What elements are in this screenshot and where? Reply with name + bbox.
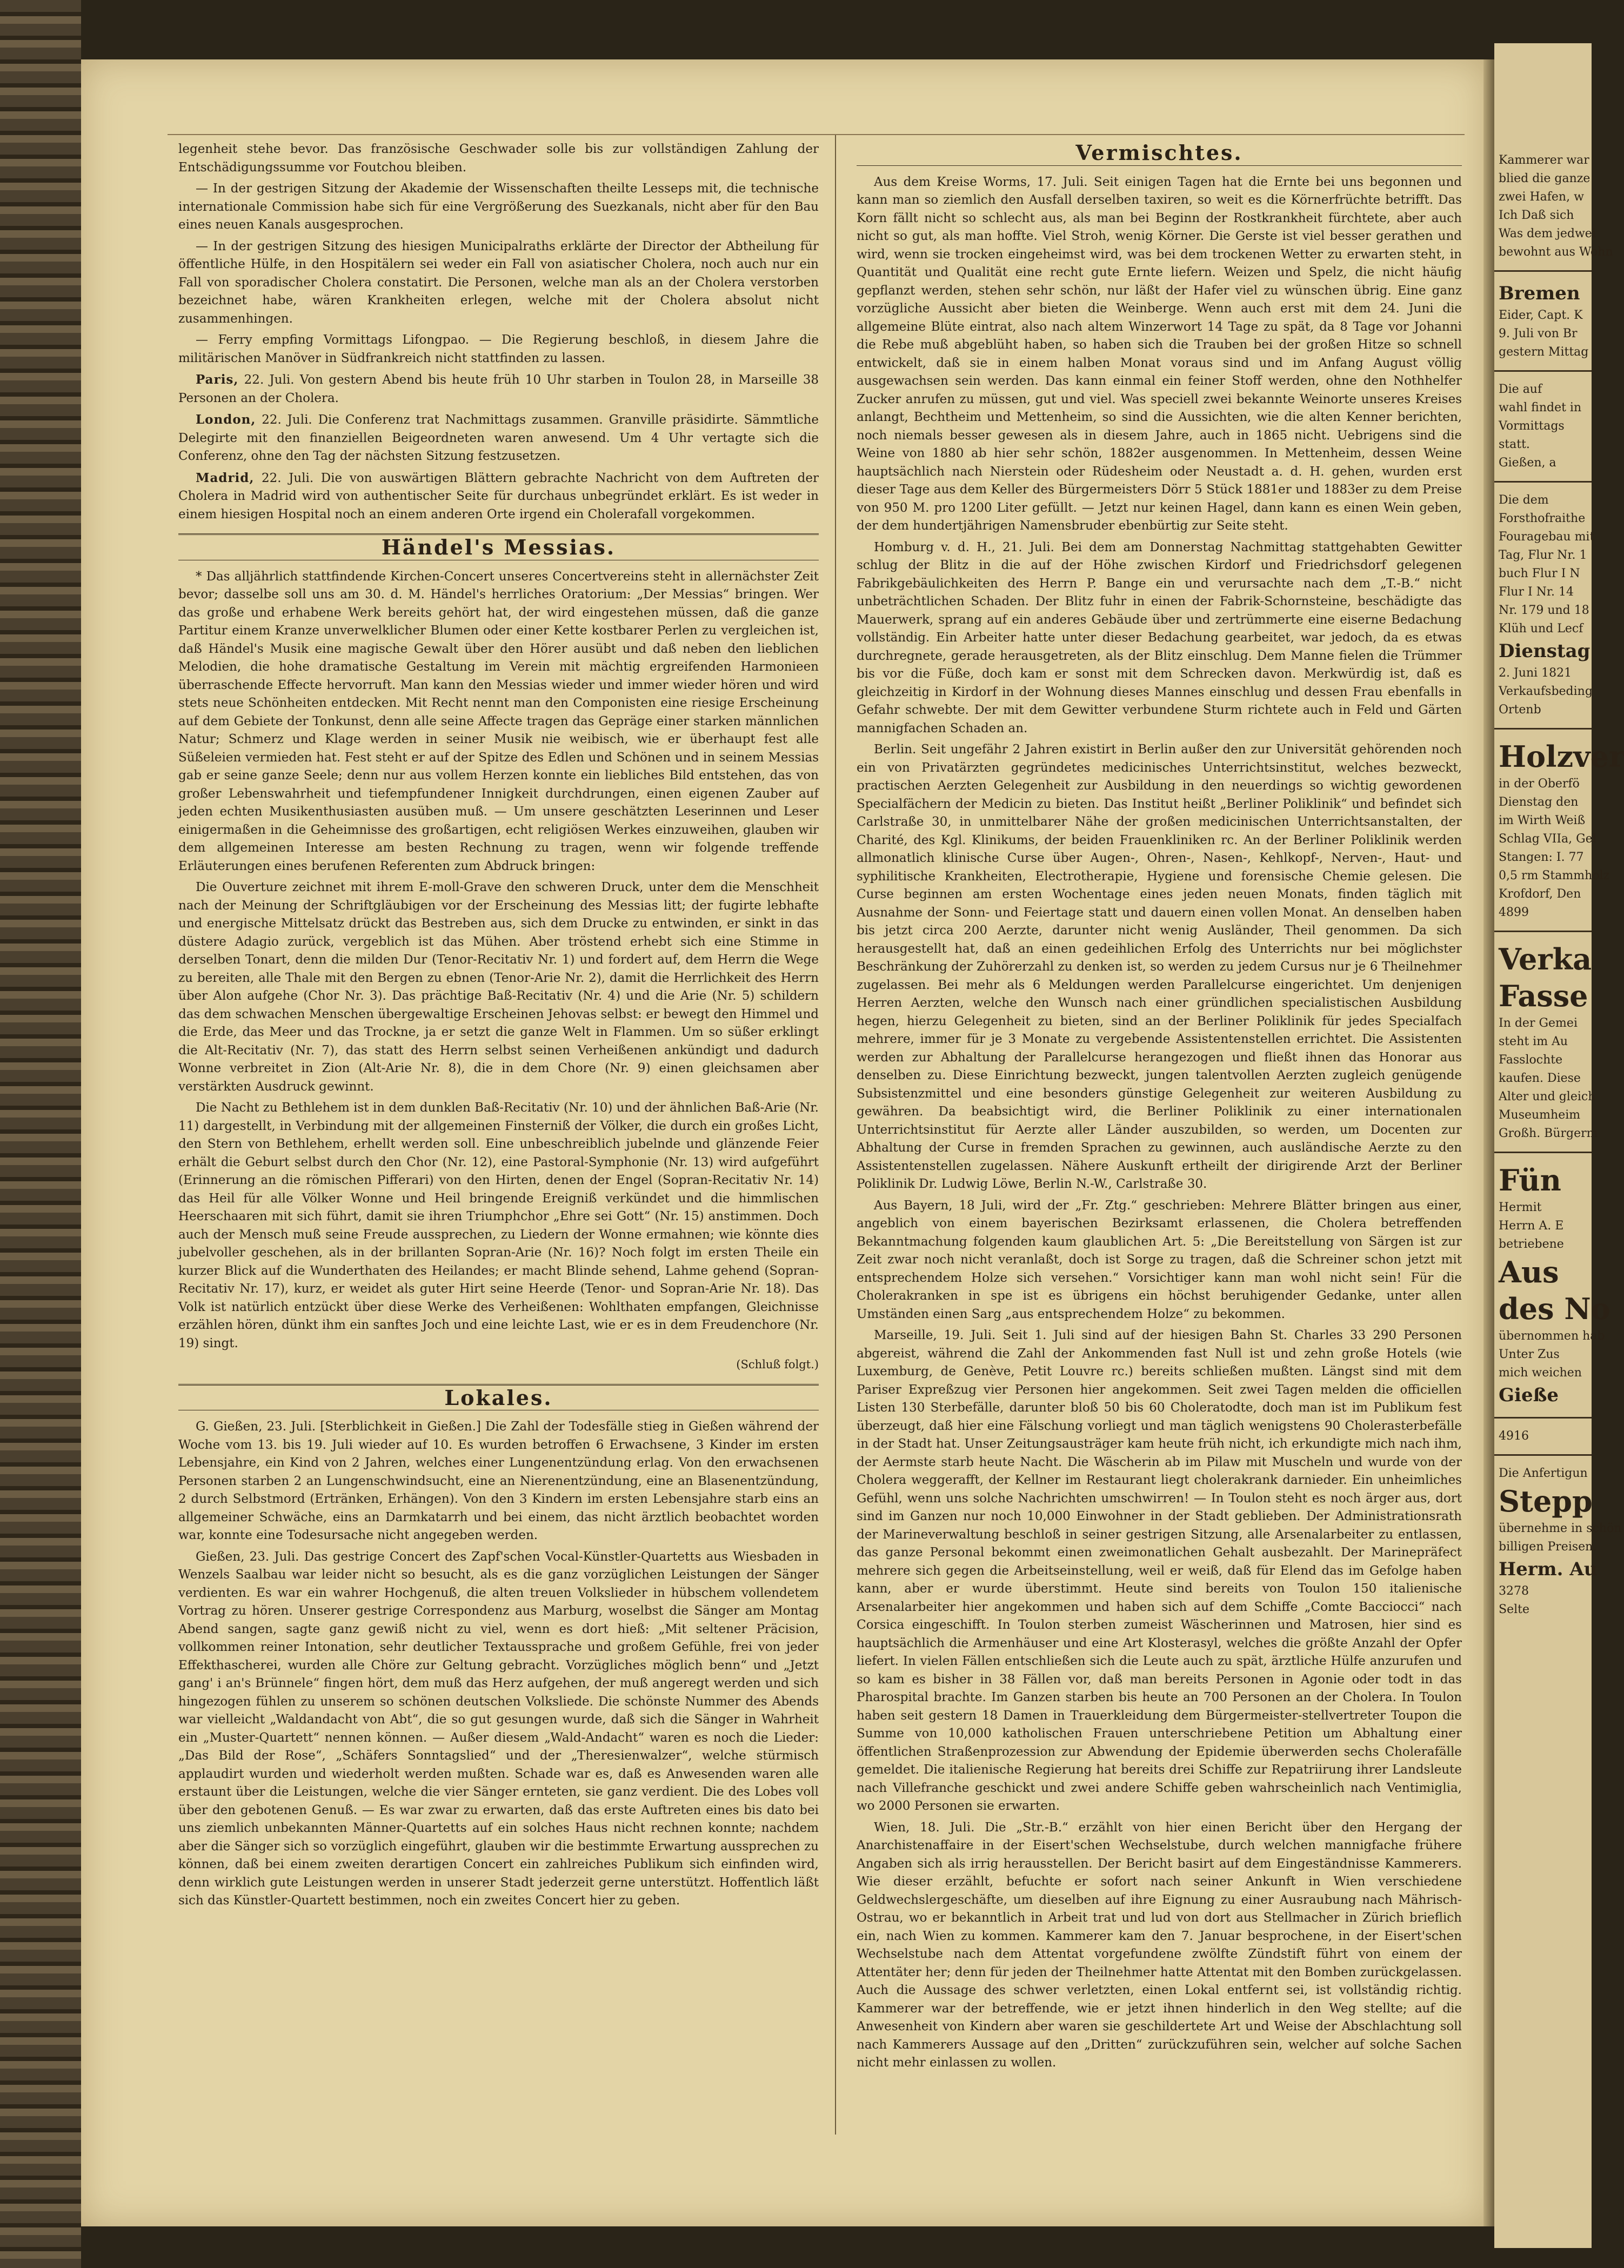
fragment: 4899 [1499,906,1529,919]
report-text: 22. Juli. Die Conferenz trat Nachmittags zusammen. Granville präsidirte. Sämmtliche Delegirte mit den finanziellen Beigeordneten waren anwesend. Um 4 Uhr vertagte sich die Conferenz, ohne den Tag der nächsten Sitzung festzusetzen. [178,413,819,463]
fragment: billigen Preisen. [1499,1540,1597,1554]
divider [1494,1417,1592,1419]
fragment: Schlag VIIa, Gel [1499,832,1596,846]
fragment: Fün [1499,1163,1561,1197]
fragment: Vormittags [1499,419,1565,433]
fragment: Tag, Flur Nr. 1 [1499,548,1587,562]
dated-report-paris [178,371,819,407]
paragraph: Homburg v. d. H., 21. Juli. Bei dem am Donnerstag Nachmittag stattgehabten Gewitter schlug der Blitz in die auf der Höhe zwischen Kirdorf und Friedrichsdorf gelegenen Fabrikgebäulichkeiten des Herrn P. Bange ein und verursachte nach dem „T.-B.“ nicht unbeträchtlichen Schaden. Der Blitz fuhr in einen der Fabrik-Schornsteine, beschädigte das Mauerwerk, sprang auf ein anderes Gebäude über und zertrümmerte eine eiserne Bedachung vollständig. Ein Arbeiter hatte unter dieser Bedachung gearbeitet, war jedoch, da es etwas durchregnete, gerade herausgetreten, als der Blitz einschlug. Dem Manne fielen die Trümmer bis vor die Füße, doch kam er sonst mit dem Schrecken davon. Merkwürdig ist, daß es gleichzeitig in Kirdorf in der Wohnung dieses Mannes einschlug und dessen Frau ebenfalls in Gefahr schwebte. Der mit dem Gewitter verbundene Sturm richtete auch in Feld und Gärten mannigfachen Schaden an. [857,540,1462,735]
dateline-place: Madrid, [196,470,255,485]
fragment: Selte [1499,1603,1529,1616]
divider [1494,370,1592,372]
paragraph: Aus Bayern, 18 Juli, wird der „Fr. Ztg.“ geschrieben: Mehrere Blätter bringen aus einer, angeblich von einem bayerischen Bezirksamt erlassenen, die Cholera betreffenden Bekanntmachung folgenden kaum glaublichen Art. 5: „Die Bereitstellung von Särgen ist zur Zeit zwar noch nicht veranlaßt, doch ist Sorge zu tragen, daß die Schreiner schon jetzt mit entsprechendem Holze sich versehen.“ Vorsichtiger kann man wohl nicht sein! Für die Cholerakranken in spe ist es übrigens ein höchst beruhigender Gedanke, unter allen Umständen einen Sarg „aus entsprechendem Holze“ zu bekommen. [857,1198,1462,1321]
divider [1494,270,1592,272]
fragment: betriebene [1499,1237,1564,1251]
fragment: Unter Zus [1499,1348,1560,1361]
fragment: Nr. 179 und 18 [1499,604,1589,617]
fragment: statt. [1499,438,1530,451]
fragment: Was dem jedwei [1499,227,1596,240]
fragment: Bremen [1499,283,1580,304]
fragment: Dienstag [1499,640,1590,662]
fragment: Museumheim [1499,1108,1581,1122]
fragment: 2. Juni 1821 [1499,666,1572,680]
fragment: Krofdorf, Den [1499,887,1581,901]
divider [1494,481,1592,483]
page-fold [1483,59,1494,2226]
fragment: Ortenb [1499,703,1541,717]
fragment: 3278 [1499,1584,1529,1598]
fragment: Fasslochte [1499,1053,1563,1067]
fragment: steht im Au [1499,1035,1568,1048]
paragraph: legenheit stehe bevor. Das französische Geschwader solle bis zur vollständigen Zahlung der Entschädigungssumme vor Foutchou bleiben. [178,142,819,175]
divider [1494,1454,1592,1456]
dateline-place: Paris, [196,372,239,387]
fragment: im Wirth Weiß [1499,814,1586,827]
divider [1494,1152,1592,1153]
paragraph: Die Nacht zu Bethlehem ist in dem dunklen Baß-Recitativ (Nr. 10) und der ähnlichen Baß-Arie (Nr. 11) dargestellt, in Verbindung mit der allgemeinen Finsterniß der Völker, die durch ein großes Licht, den Stern von Bethlehem, erhellt werden soll. Eine unbeschreiblich jubelnde und glänzende Feier erhält die Geburt selbst durch den Chor (Nr. 12), eine Pastoral-Symphonie (Nr. 13) wird aufgeführt (Erinnerung an die römischen Pifferari) von den Hirten, denen der Engel (Sopran-Recitativ Nr. 14) das Heil für alle Völker Wonne und Heil bringende Ereigniß verkündet und die himmlischen Heerschaaren mit sich führt, damit sie ihren Triumphchor „Ehre sei Gott“ (Nr. 15) anstimmen. Doch auch der Mensch muß seine Freude aussprechen, zu Liedern der Wonne ermahnen; wie könnte dies jubelvoller geschehen, als in der brillanten Sopran-Arie (Nr. 16)? Noch folgt im ersten Theile ein kurzer Blick auf die Wunderthaten des Heilandes; er macht Blinde sehend, Lahme gehend (Sopran-Recitativ Nr. 17), kurz, er weidet als guter Hirt seine Heerde (Tenor- und Sopran-Arie Nr. 18). Das Volk ist natürlich entzückt über diese Werke des Verheißenen: Wohlthaten empfangen, Gleichnisse erzählen hören, dünkt ihm ein sanftes Joch und eine leichte Last, wie er es in dem Freudenchore (Nr. 19) singt. [178,1101,819,1350]
paragraph: Die Ouverture zeichnet mit ihrem E-moll-Grave den schweren Druck, unter dem die Menschheit nach der Meinung der Schriftgläubigen vor der Erscheinung des Messias litt; der fugirte lebhafte und energische Mittelsatz drückt das Bestreben aus, sich dem Drucke zu entwinden, er sinkt in das düstere Adagio zurück, vergeblich ist das Mühen. Aber tröstend erhebt sich eine Stimme in derselben Tonart, denn die milden Dur (Tenor-Recitativ Nr. 1) und fordert auf, dem Herrn die Wege zu bereiten, alle Thale mit den Bergen zu ebnen (Tenor-Arie Nr. 2), damit die Herrlichkeit des Herrn über Alon aufgehe (Chor Nr. 3). Das prächtige Baß-Recitativ (Nr. 4) und die Arie (Nr. 5) schildern das dem schwachen Menschen übergewaltige Erscheinen Jehovas selbst: er bewegt den Himmel und die Erde, das Meer und das Trockne, ja er setzt die ganze Welt in Flammen. Um so süßer erklingt die Alt-Recitativ (Nr. 7), das statt des Herrn selbst seinen Verheißenen ankündigt und dadurch Wonne verbreitet in Zion (Alt-Arie Nr. 8), die in dem Chore (Nr. 9) einen gleichsamen aber verstärkten Ausdruck gewinnt. [178,880,819,1094]
section-heading-messias: Händel's Messias. [178,533,819,560]
fragment: Alter und gleich [1499,1090,1596,1103]
fragment: Stepp [1499,1484,1593,1518]
fragment: Stangen: I. 77 [1499,851,1584,864]
right-column [857,141,1462,2076]
fragment: Forsthofraithe [1499,512,1586,525]
fragment: Großh. Bürgerm [1499,1127,1598,1140]
section-heading-vermischtes: Vermischtes. [857,141,1462,166]
fragment: Fouragebau mit [1499,530,1595,544]
dateline-place: London, [196,412,256,427]
fragment: mich weichen [1499,1366,1582,1380]
fragment: Aus [1499,1255,1559,1289]
fragment: Herrn A. E [1499,1219,1564,1233]
left-column [178,141,819,1914]
fragment: des No [1499,1292,1610,1326]
column-divider [835,135,836,2135]
fragment: Verkaufsbeding [1499,685,1593,698]
paragraph: — Ferry empfing Vormittags Lifongpao. — Die Regierung beschloß, in diesem Jahre die militärischen Manöver in Südfrankreich nicht stattfinden zu lassen. [178,333,819,365]
adjacent-page-strip [1494,43,1624,2248]
fragment: Verka [1499,942,1592,976]
paragraph: Aus dem Kreise Worms, 17. Juli. Seit einigen Tagen hat die Ernte bei uns begonnen und kann man so ziemlich den Ausfall derselben taxiren, so weit es die Körnerfrüchte betrifft. Das Korn fällt nicht so schlecht aus, als man bei Beginn der Rostkrankheit fürchtete, aber auch nicht so gut, als man hoffte. Viel Stroh, wenig Körner. Die Gerste ist viel besser gerathen und wird, wenn sie trocken eingeheimst wird, was bei dem trockenen Wetter zu erwarten steht, in Quantität und Qualität eine recht gute Ernte liefern. Weizen und Spelz, die nicht häufig gepflanzt werden, stehen sehr schön, nur läßt der Hafer viel zu wünschen übrig. Eine ganz vorzügliche Aussicht aber bieten die Weinberge. Wenn auch erst mit dem 24. Juni die allgemeine Blüte eintrat, also nach altem Winzerwort 14 Tage zu spät, da 8 Tage vor Johanni die Rebe muß abgeblüht haben, so haben sich die Trauben bei der großen Hitze so schnell entwickelt, daß sie in einem halben Monat voraus sind und im Anfang August völlig ausgewachsen sein werden. Das kann einmal ein feiner Stoff werden, ohne den Nothhelfer Zucker anrufen zu müssen, gut und viel. Was speciell zwei bekannte Weinorte unseres Kreises anlangt, Bechtheim und Mettenheim, so sind die Aussichten, wie die alten Kenner berichten, noch niemals besser gewesen als in diesem Jahre, auch in 1865 nicht. Uebrigens sind die Weine von 1880 ab hier sehr schön, 1882er ausgenommen. In Mettenheim, dessen Weine hauptsächlich nach Nierstein oder Rüdesheim oder Neustadt a. d. H. gehen, wurden erst dieser Tage aus dem Keller des Bürgermeisters Dörr 5 Stück 1881er und 1883er zu dem Preise von 950 M. pro 1200 Liter gefüllt. — Jetzt nur keinen Hagel, dann kann es einen Wein geben, der dem hundertjährigen Namensbruder ebenbürtig zur Seite steht. [857,175,1462,533]
fragment: übernommen hab [1499,1329,1605,1343]
fragment: Die dem [1499,493,1549,507]
fragment: Ich Daß sich [1499,209,1574,222]
fragment: Herm. Au [1499,1558,1598,1580]
fragment: Holzver [1499,739,1624,774]
book-binding [0,0,81,2268]
dated-report-madrid [178,469,819,524]
fragment: Gießen, a [1499,456,1556,470]
fragment: blied die ganze [1499,172,1590,185]
fragment: Dienstag den [1499,795,1579,809]
continued-note: (Schluß folgt.) [736,1358,819,1371]
fragment: wahl findet in [1499,401,1582,414]
report-text: 22. Juli. Die von auswärtigen Blättern gebrachte Nachricht von dem Auftreten der Cholera in Madrid wird von authentischer Seite für durchaus unbegründet erklärt. Es ist weder in einem hiesigen Hospital noch an einem anderen Orte irgend ein Cholerafall vorgekommen. [178,471,819,521]
paragraph: — In der gestrigen Sitzung der Akademie der Wissenschaften theilte Lesseps mit, die technische internationale Commission habe sich für eine Vergrößerung des Suezkanals, nicht aber für den Bau eines neuen Kanals ausgesprochen. [178,182,819,232]
fragment: Klüh und Lecf [1499,622,1583,635]
fragment: übernehme in schön [1499,1522,1622,1535]
section-heading-lokales: Lokales. [178,1384,819,1411]
divider [1494,728,1592,730]
fragment: zwei Hafen, w [1499,190,1584,204]
fragment: Die Anfertigun [1499,1467,1588,1480]
fragment: 0,5 rm Stammholz [1499,869,1610,882]
fragment: In der Gemei [1499,1016,1578,1030]
divider [1494,931,1592,932]
paragraph: Wien, 18. Juli. Die „Str.-B.“ erzählt von hier einen Bericht über den Hergang der Anarchistenaffaire in der Eisert'schen Wechselstube, durch welchen mannigfache frühere Angaben sich als irrig herausstellen. Der Bericht basirt auf dem Eingeständnisse Kammerers. Wie dieser erzählt, befuchte er sofort nach seiner Ankunft in Wien verschiedene Geldwechslergeschäfte, um dieselben auf ihre Eignung zu einer Ausraubung nach Mährisch-Ostrau, wo er bekanntlich in Arbeit trat und lud von dort aus Stellmacher in Zürich brieflich ein, nach Wien zu kommen. Kammerer kam den 7. Januar besprochene, in der Eisert'schen Wechselstube nach dem Attentat vorgefundene zwölfte Zündstift führt von einem der Attentäter her; denn für jeden der Theilnehmer hatte Attentat mit den Bomben zurückgelassen. Auch die Aussage des schwer verletzten, einen Lokal entfernt sei, ist vollständig richtig. Kammerer war der betreffende, wie er jetzt ihnen hinderlich in den Weg stellte; auf die Anwesenheit von Kindern aber waren sie geschildertete Art und Weise der Abschlachtung soll nach Kammerers Aussage auf den „Dritten“ zurückzuführen sein, welcher auf solche Sachen nicht mehr einlassen zu wollen. [857,1820,1462,2070]
paragraph: Gießen, 23. Juli. Das gestrige Concert des Zapf'schen Vocal-Künstler-Quartetts aus Wiesbaden in Wenzels Saalbau war leider nicht so besucht, als es die ganz vorzüglichen Leistungen der Sänger verdienten. Es war ein wahrer Hochgenuß, die alten treuen Volkslieder in hübschem vollendetem Vortrag zu hören. Unserer gestrige Correspondenz aus Marburg, woselbst die Sänger am Montag Abend sangen, sagte ganz gewiß nicht zu viel, wenn es dort hieß: „Mit seltener Präcision, vollkommen reiner Intonation, sehr deutlicher Textaussprache und großem Gefühle, frei von jeder Effekthascherei, wurden alle Chöre zur Geltung gebracht. Vorzügliches möglich benn“ und „Jetzt gang' i an's Brünnele“ fingen hört, dem muß das Herz aufgehen, der muß angeregt werden und sich hingezogen fühlen zu unserem so schönen deutschen Volksliede. Die schönste Nummer des Abends war vielleicht „Waldandacht von Abt“, die so gut gesungen wurde, daß sich die Sänger in Wahrheit ein „Muster-Quartett“ nennen können. — Außer diesem „Wald-Andacht“ waren es noch die Lieder: „Das Bild der Rose“, „Schäfers Sonntagslied“ und der „Theresienwalzer“, welche stürmisch applaudirt wurden und wiederholt werden mußten. Schade war es, daß es Anwesenden waren alle erstaunt über die Leistungen, welche die vier Sänger ernteten, sie ganz verdient. Die des Lobes voll über den gebotenen Genuß. — Es war zwar zu erwarten, daß das erste Auftreten eines bis dato bei uns ziemlich unbekannten Männer-Quartetts auf ein solches Haus nicht rechnen konnte; nachdem aber die Sänger sich so vorzüglich eingeführt, glauben wir die bestimmte Erwartung aussprechen zu können, daß bei einem zweiten derartigen Concert ein zahlreiches Publikum sich einfinden wird, denn wirklich gute Leistungen werden in unserer Stadt jederzeit gerne unterstützt. Hoffentlich läßt sich das Künstler-Quartett bestimmen, noch ein zweites Concert hier zu geben. [178,1549,819,1908]
paragraph: G. Gießen, 23. Juli. [Sterblichkeit in Gießen.] Die Zahl der Todesfälle stieg in Gießen während der Woche vom 13. bis 19. Juli wieder auf 10. Es wurden betroffen 6 Erwachsene, 3 Kinder im ersten Lebensjahre, ein Kind von 2 Jahren, welches einer Lungenentzündung erlag. Von den erwachsenen Personen starben 2 an Lungenschwindsucht, eine an Nierenentzündung, eine an Blasenentzündung, 2 durch Selbstmord (Ertränken, Erhängen). Von den 3 Kindern im ersten Lebensjahre starb eins an allgemeiner Schwäche, eins an Darmkatarrh und bei einem, das nicht ärztlich beobachtet worden war, konnte eine Todesursache nicht angegeben werden. [178,1420,819,1542]
dated-report-london [178,411,819,466]
fragment: bewohnt aus Wohn [1499,245,1613,259]
paragraph: Berlin. Seit ungefähr 2 Jahren existirt in Berlin außer den zur Universität gehörenden noch ein von Privatärzten gegründetes medicinisches Unterrichtsinstitut, welches bezweckt, practischen Aerzten Gelegenheit zur Ausbildung in den neuerdings so wichtig gewordenen Specialfächern der Medicin zu bieten. Das Institut heißt „Berliner Poliklinik“ und befindet sich Carlstraße 30, in unmittelbarer Nähe der großen medicinischen Unterrichtsanstalten, der Charité, des Kgl. Klinikums, der beiden Frauenkliniken rc. An der Berliner Poliklinik werden allmonatlich klinische Curse über Augen-, Ohren-, Nasen-, Kehlkopf-, Nerven-, Haut- und syphilitische Krankheiten, Electrotherapie, Hygiene und forensische Chemie gelesen. Die Curse beginnen am ersten Wochentage eines jeden neuen Monats, finden täglich mit Ausnahme der Sonn- und Feiertage statt und dauern einen vollen Monat. An denselben haben bis jetzt circa 200 Aerzte, darunter nicht wenig Ausländer, Theil genommen. Da sich herausgestellt hat, daß an einen gedeihlichen Erfolg des Unterrichts nur bei möglichster Beschränkung der Zuhörerzahl zu denken ist, so werden zu jedem Cursus nur je 6 Theilnehmer zugelassen. Bei mehr als 6 Meldungen werden Parallelcurse eingerichtet. Um denjenigen Herren Aerzten, welche den Wunsch nach einer gründlichen specialistischen Ausbildung hegen, hierzu Gelegenheit zu bieten, sind an der Berliner Poliklinik für jedes Specialfach mehrere, immer für je 3 Monate zu vergebende Assistentenstellen errichtet. Die Assistenten werden zur Abhaltung der Parallelcurse herangezogen und fließt ihnen das Honorar aus denselben zu. Diese Einrichtung bezweckt, jungen talentvollen Aerzten zugleich genügende Subsistenzmittel und eine besonders günstige Gelegenheit zur weiteren Ausbildung zu gewähren. Da beabsichtigt wird, die Berliner Poliklinik zu einer internationalen Unterrichtsinstitut für Aerzte aller Länder auszubilden, so werden, um Docenten zur Abhaltung der Curse in fremden Sprachen zu gewinnen, auch ausländische Aerzte zu den Assistentenstellen zugelassen. Nähere Auskunft ertheilt der dirigirende Arzt der Berliner Poliklinik Dr. Ludwig Löwe, Berlin N.-W., Carlstraße 30. [857,742,1462,1191]
fragment: kaufen. Diese [1499,1072,1581,1085]
fragment: Eider, Capt. K [1499,309,1583,322]
fragment: 9. Juli von Br [1499,327,1578,340]
fragment: buch Flur I N [1499,567,1580,580]
fragment: 4916 [1499,1429,1529,1443]
paragraph: Marseille, 19. Juli. Seit 1. Juli sind auf der hiesigen Bahn St. Charles 33 290 Personen abgereist, während die Zahl der Ankommenden fast Null ist und zehn große Hotels (wie Luxemburg, de Genève, Petit Louvre rc.) bereits schließen mußten. Längst sind mit dem Pariser Expreßzug vier Personen hier angekommen. Seit zwei Tagen melden die officiellen Listen 130 Sterbefälle, darunter bloß 50 bis 60 Choleratodte, doch man ist im Publikum fest überzeugt, daß hier eine Fälschung vorliegt und man täglich wenigstens 90 Cholerasterbefälle in der Stadt hat. Unser Zeitungsausträger kam heute früh nicht, ich erkundigte mich nach ihm, der Aermste starb heute Nacht. Die Wäscherin ab im Pilaw mit Muscheln und wurde von der Cholera weggerafft, der Kellner im Restaurant liegt cholerakrank darnieder. Ein unheimliches Gefühl, wenn uns solche Nachrichten umschwirren! — In Toulon steht es noch ärger aus, dort sind im Ganzen nur noch 10,000 Einwohner in der Stadt geblieben. Der Administrationsrath der Marineverwaltung beschloß in seiner gestrigen Sitzung, alle Arsenalarbeiter zu entlassen, das ganze Personal bekommt einen zweimonatlichen Gehalt ausbezahlt. Der Marinepräfect mehrere sich gegen die Arbeitseinstellung, weil er weiß, daß für Elend das im Gefolge haben kann, aber er wurde überstimmt. Heute sind bereits von Toulon 150 italienische Arsenalarbeiter hier angekommen und haben sich auf dem Schiffe „Comte Bacciocci“ nach Corsica eingeschifft. In Toulon sterben zumeist Wäscherinnen und Matrosen, hier sind es hauptsächlich die Armenhäuser und eine Art Klosterasyl, welches die größte Anzahl der Opfer liefert. In vielen Fällen entschließen sich die Leute auch zu spät, ärztliche Hülfe anzurufen und so kam es bisher in 38 Fällen vor, daß man bereits Personen in Agonie oder todt in das Pharospital brachte. Im Ganzen starben bis heute an 700 Personen an der Cholera. In Toulon haben seit gestern 18 Damen in Trauerkleidung dem Bürgermeister-stellvertreter Toupon die Summe von 10,000 katholischen Frauen unterschriebene Petition um Abhaltung einer öffentlichen Straßenprozession zur Abwendung der Epidemie überwerden sechs Cholerafälle gemeldet. Die italienische Regierung hat bereits drei Schiffe zur Repatriirung ihrer Landsleute nach Villefranche geschickt und zwei andere Schiffe geben wahrscheinlich nach Ventimiglia, wo 2000 Personen sie erwarten. [857,1328,1462,1813]
fragment: Gieße [1499,1384,1559,1406]
fragment: Hermit [1499,1201,1542,1214]
fragment: Flur I Nr. 14 [1499,585,1574,599]
paragraph: — In der gestrigen Sitzung des hiesigen Municipalraths erklärte der Director der Abtheilung für öffentliche Hülfe, in den Hospitälern sei weder ein Fall von asiatischer Cholera, noch auch nur ein Fall von sporadischer Cholera constatirt. Die Personen, welche man als an der Cholera verstorben bezeichnet habe, wären Krankheiten erlegen, welche mit der Cholera absolut nicht zusammenhingen. [178,239,819,326]
fragment: Die auf [1499,383,1542,396]
fragment: Fasse [1499,979,1588,1013]
header-rule [168,134,1465,135]
fragment: Kammerer war [1499,153,1589,167]
fragment: gestern Mittag [1499,345,1589,359]
paragraph: * Das alljährlich stattfindende Kirchen-Concert unseres Concertvereins steht in allernächster Zeit bevor; dasselbe soll uns am 30. d. M. Händel's herrliches Oratorium: „Der Messias“ bringen. Wer das große und erhabene Werk bereits gehört hat, der wird eingestehen müssen, daß die ganze Partitur einem Kranze unverwelklicher Blumen oder einer Kette kostbarer Perlen zu vergleichen ist, daß Händel's Musik eine magische Gewalt über den Hörer ausübt und daß neben den lieblichen Melodien, die hohe dramatische Gestaltung im Verein mit mächtig ergreifenden Harmonieen überraschende Effecte hervorruft. Man kann den Messias wieder und immer wieder hören und wird stets neue Schönheiten entdecken. Mit Recht nennt man den Componisten eine riesige Erscheinung auf dem Gebiete der Tonkunst, denn alle seine Affecte tragen das Gepräge einer starken männlichen Natur; Schmerz und Klage werden in seiner Musik nie weibisch, wie er überhaupt fest alle Süßeleien vermieden hat. Fest steht er auf der Spitze des Edlen und Schönen und in seinem Messias gab er seine ganze Seele; denn nur aus vollem Herzen konnte ein liebliches Bild entstehen, das von großer Lebenswahrheit und tiefempfundener Innigkeit durchdrungen, einen eigenen Zauber auf jeden echten Musikenthusiasten ausüben muß. — Um unsere geschätzten Leserinnen und Leser einigermaßen in die Geheimnisse des großartigen, echt religiösen Werkes einzuweihen, glauben wir dem allgemeinen Interesse am besten Rechnung zu tragen, wenn wir folgende treffende Erläuterungen eines berufenen Referenten zum Abdruck bringen: [178,569,819,873]
report-text: 22. Juli. Von gestern Abend bis heute früh 10 Uhr starben in Toulon 28, in Marseille 38 Personen an der Cholera. [178,373,819,405]
fragment: in der Oberfö [1499,777,1580,791]
